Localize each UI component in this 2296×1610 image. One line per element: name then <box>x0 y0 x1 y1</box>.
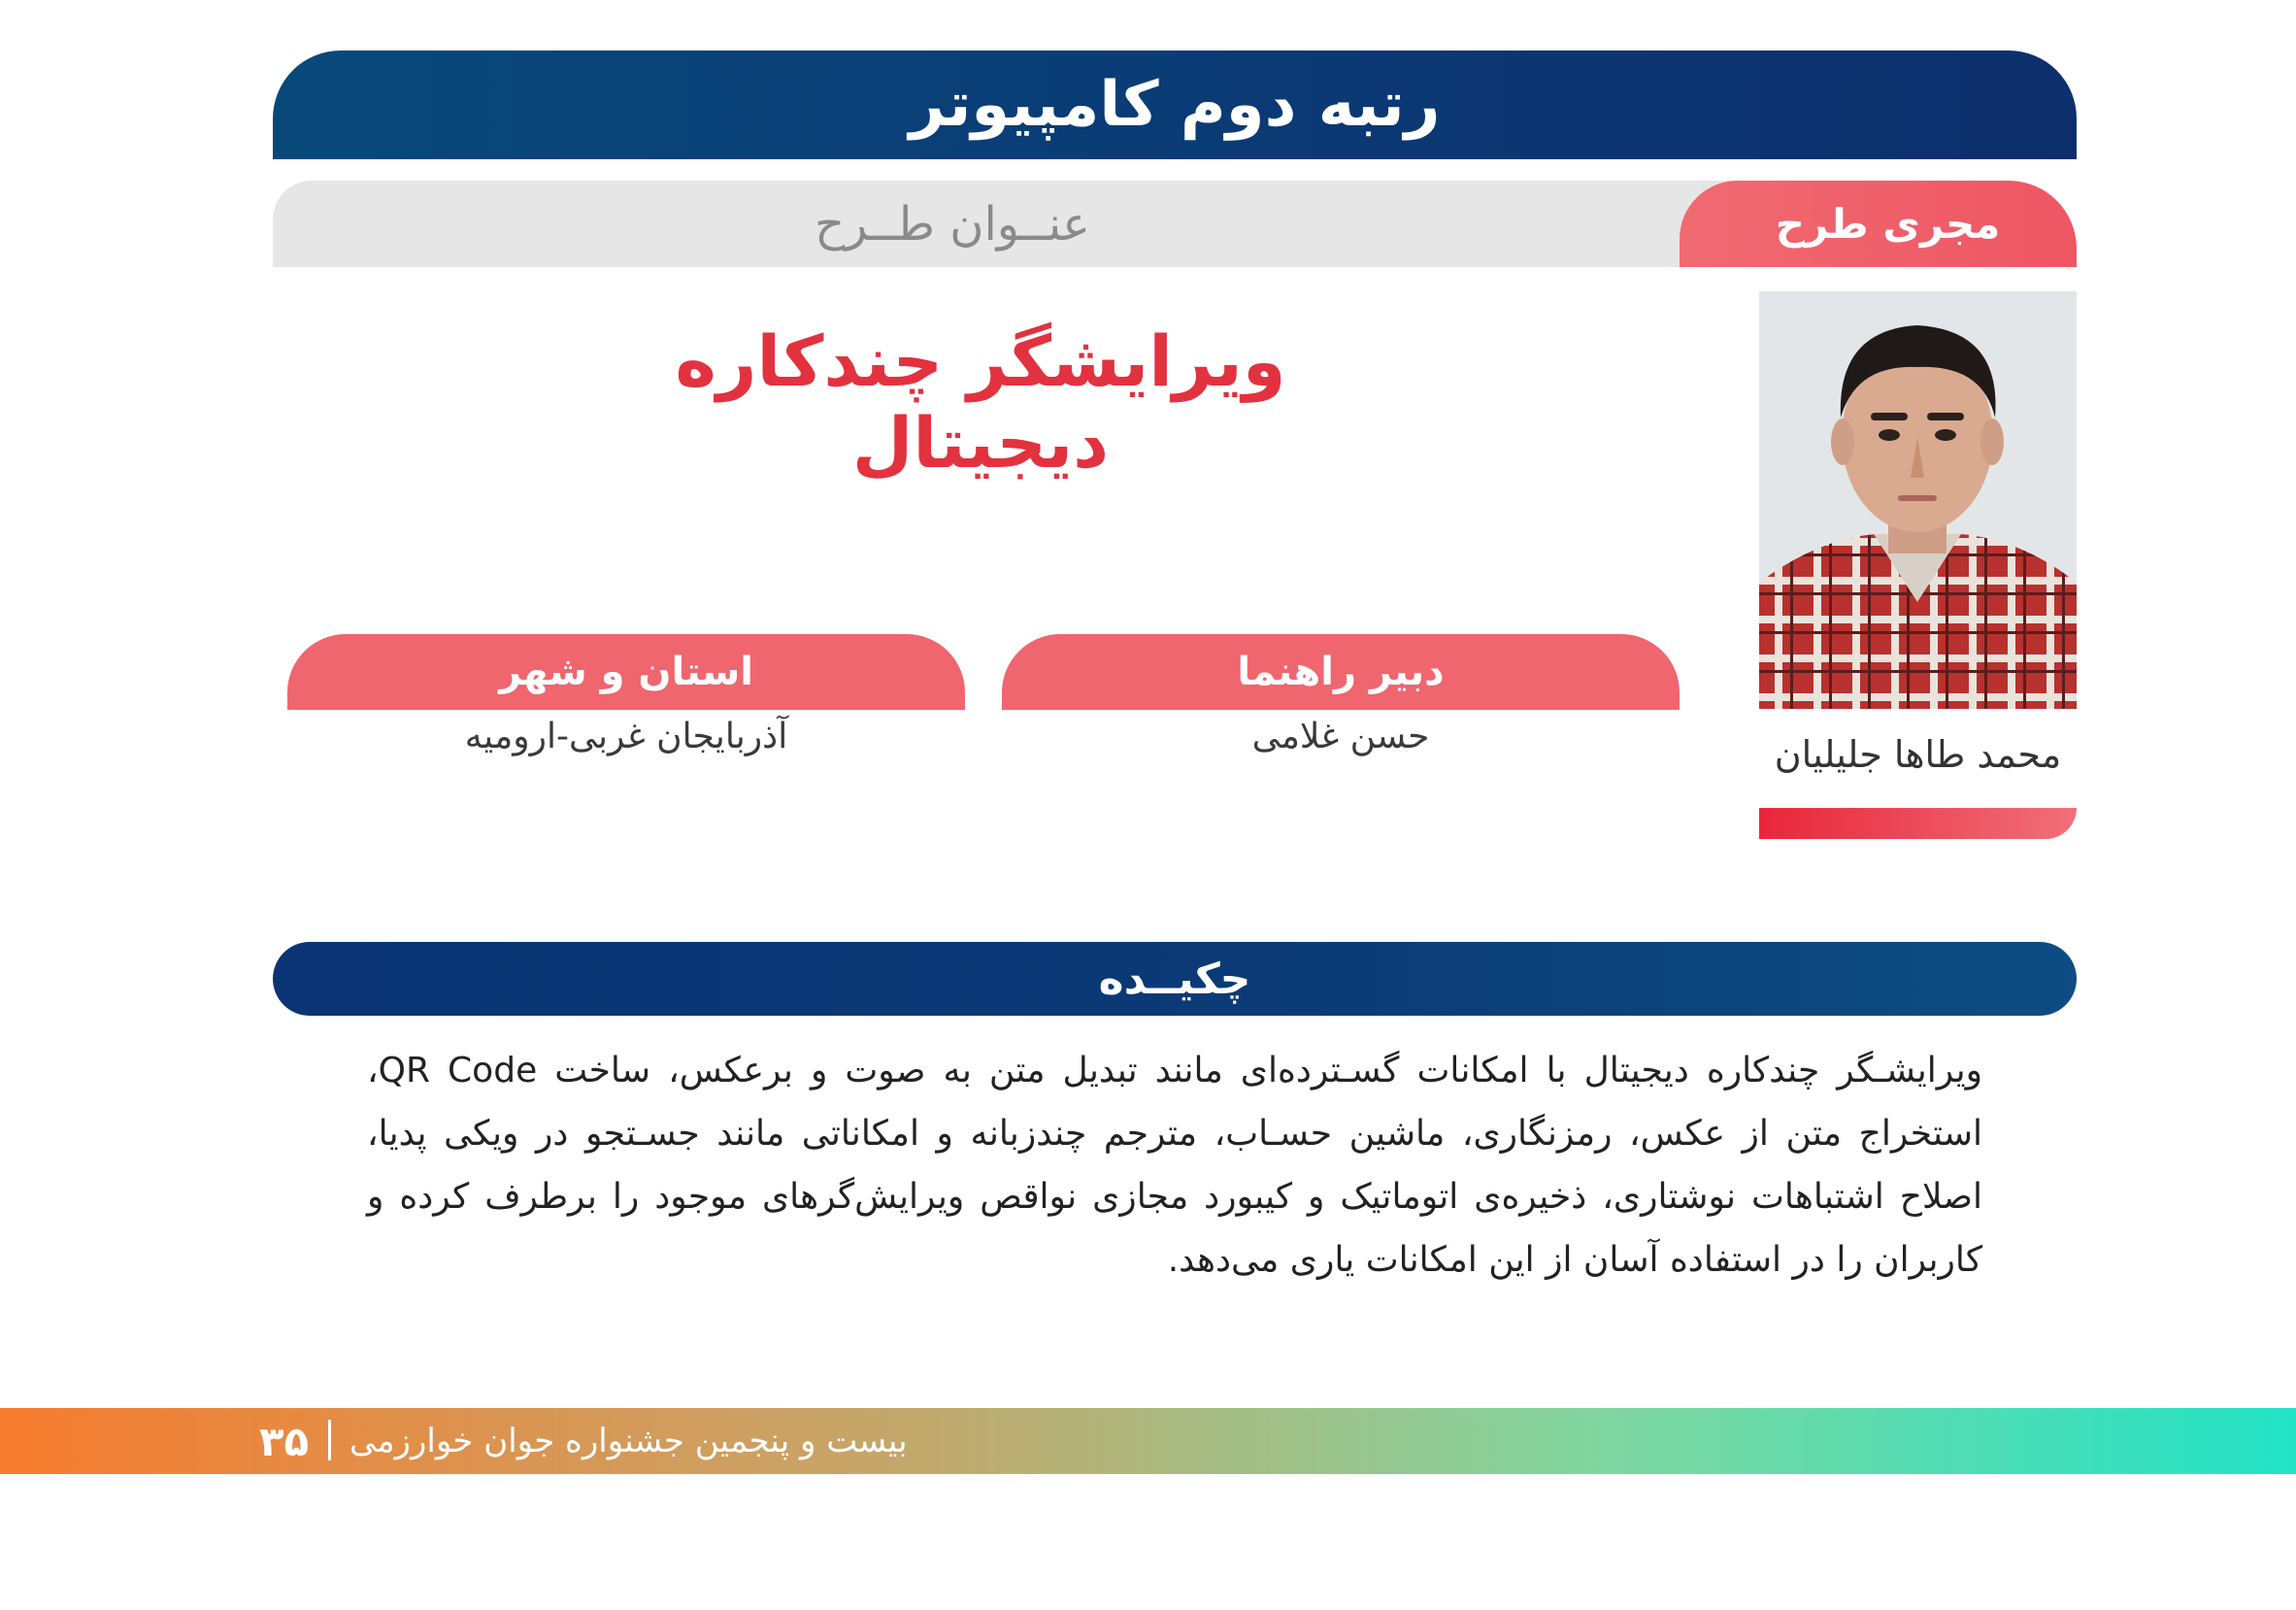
category-title: رتبه دوم کامپیوتر <box>909 69 1441 141</box>
abstract-banner <box>273 942 2077 1016</box>
abstract-label: چکیــده <box>1098 954 1251 1004</box>
category-banner <box>273 50 2077 159</box>
executor-label: مجری طرح <box>1775 200 2001 248</box>
person-photo <box>1759 291 2077 709</box>
executor-tab <box>1680 181 2077 267</box>
location-value: آذربایجان غربی-ارومیه <box>464 717 788 756</box>
footer-bar <box>0 1408 2296 1474</box>
advisor-name: حسن غلامی <box>1251 717 1430 756</box>
abstract-text: ویرایشـگر چندکاره دیجیتال با امکانات گسـترده‌ای مانند تبدیل متن به صوت و برعکس، ساخت QR Code، استخراج متن از عکس، رمزنگاری، ماشین حسـاب، مترجم چندزبانه و امکاناتی مانند جسـتجو در ویکی پدیا، اصلاح اشتباهات نوشتاری، ذخیره‌ی اتوماتیک و کیبورد مجازی نواقص ویرایش‌گرهای موجود را برطرف کرده و کاربران را در استفاده آسان از این امکانات یاری می‌دهد. <box>367 1051 1982 1280</box>
project-title-label: عنــوان طــرح <box>815 196 1090 252</box>
advisor-label: دبیر راهنما <box>1237 650 1445 694</box>
name-underline-decoration <box>1759 808 2077 839</box>
location-label: استان و شهر <box>499 650 753 694</box>
page-number: ۳۵ <box>258 1417 310 1465</box>
footer-festival-name: بیست و پنجمین جشنواره جوان خوارزمی <box>349 1422 908 1460</box>
person-name: محمد طاها جلیلیان <box>1774 733 2062 776</box>
advisor-tab <box>1002 634 1680 710</box>
location-tab <box>287 634 965 710</box>
footer-separator <box>328 1420 331 1460</box>
project-title-label-bar <box>273 181 1826 267</box>
project-title: ویرایشگر چندکاره دیجیتال <box>675 320 1286 484</box>
